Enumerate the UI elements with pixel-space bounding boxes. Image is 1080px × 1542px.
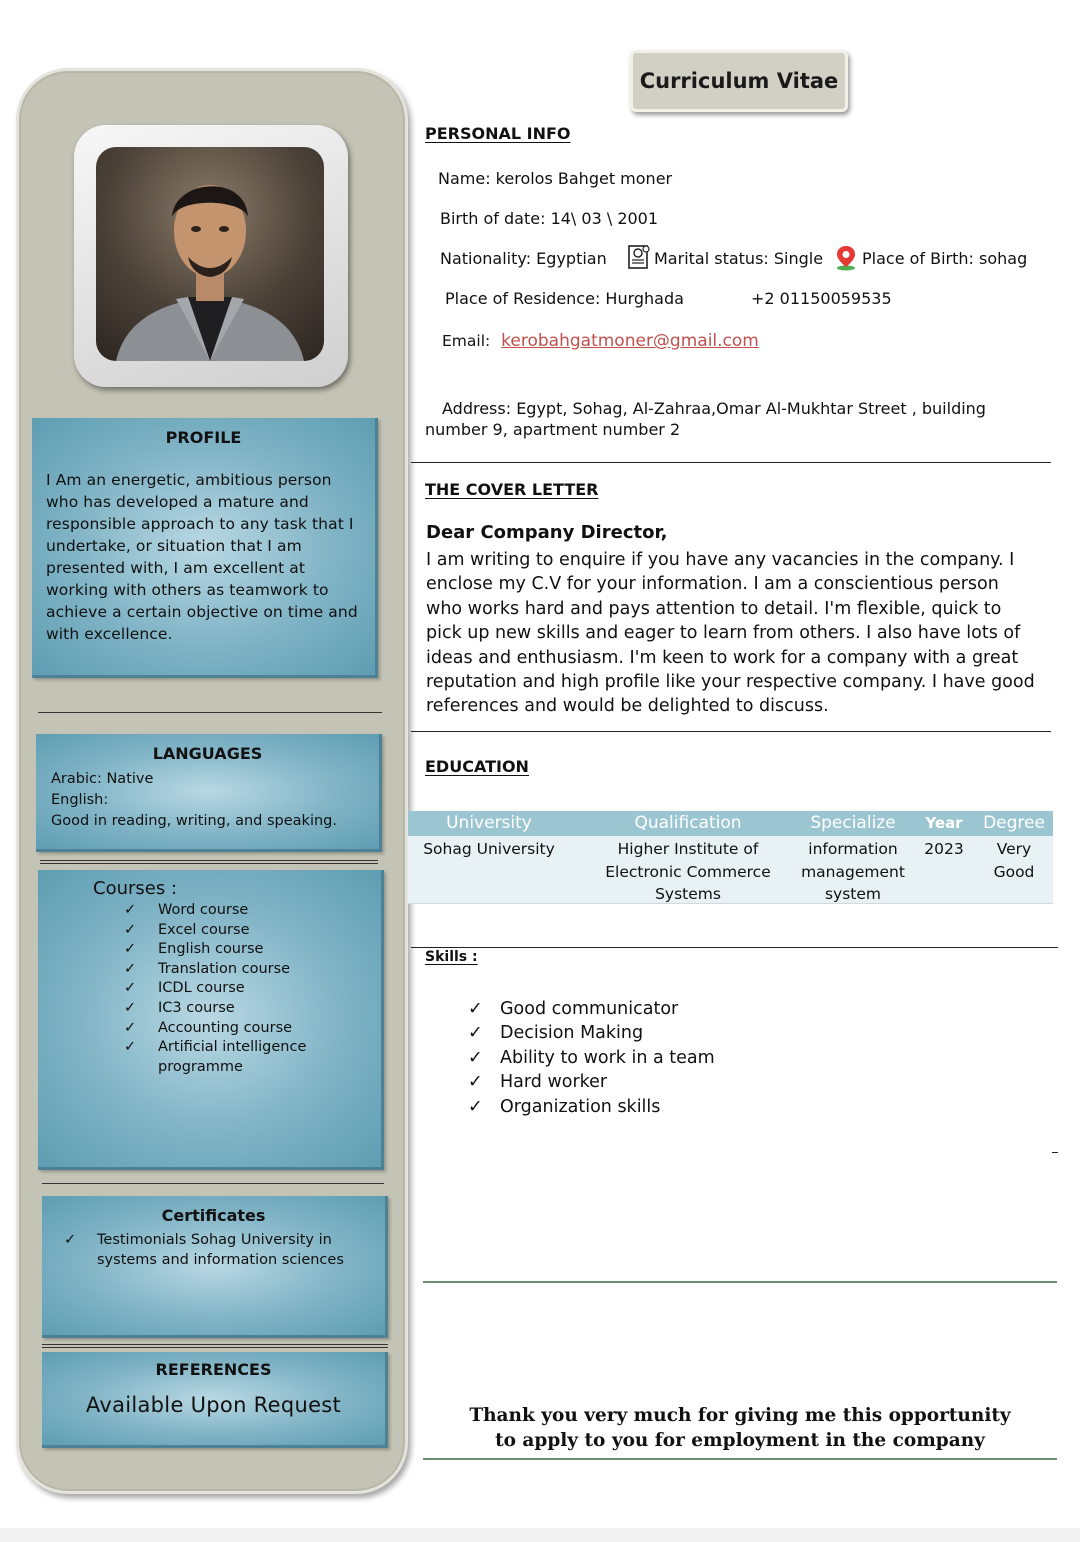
phone-field: +2 01150059535 [751,289,892,308]
email-link[interactable]: kerobahgatmoner@gmail.com [501,331,759,351]
table-cell-specialize: information management system [801,840,905,903]
check-mark-icon: ✓ [468,1047,483,1068]
language-english: English: [51,792,109,808]
references-title: REFERENCES [155,1360,272,1379]
profile-title: PROFILE [165,428,242,447]
list-item [468,1095,715,1119]
marital-status-label: Marital status: Single [654,249,824,268]
check-mark-icon: ✓ [124,921,137,938]
courses-list [124,901,367,1077]
skill-label: Ability to work in a team [500,1047,715,1068]
profile-panel [32,418,378,678]
education-table [408,811,1053,904]
residence-field: Place of Residence: Hurghada [445,289,684,308]
photo-frame [74,125,348,387]
list-item [58,1230,369,1270]
footer-divider-top [423,1281,1057,1283]
list-item [468,997,715,1021]
check-mark-icon: ✓ [124,999,137,1016]
list-item [468,1070,715,1094]
certificate-label: Testimonials Sohag University in systems and information sciences [97,1232,344,1268]
email-field [442,331,759,351]
decorative-dash [1052,1152,1058,1153]
section-divider [411,731,1051,732]
languages-panel [36,734,382,852]
address-field [425,398,1025,440]
column-header-degree: Degree [983,813,1045,833]
course-label: IC3 course [158,999,235,1016]
languages-title: LANGUAGES [152,744,263,763]
profile-text: I Am an energetic, ambitious person who has developed a mature and responsible approach to any task that I undertake, or situation that I am presented with, I am excellent at working with others as teamwork to achieve a certain objective on time and with excellence. [46,471,358,643]
page-title: Curriculum Vitae [630,50,848,112]
references-panel [42,1352,388,1448]
check-mark-icon: ✓ [468,1023,483,1044]
place-of-birth-label: Place of Birth: sohag [862,249,1028,268]
course-label: Translation course [158,960,291,977]
page-bottom-strip [0,1528,1080,1542]
thank-you-note [424,1404,1056,1453]
column-header-specialize: Specialize [810,813,896,833]
check-mark-icon: ✓ [124,941,137,958]
references-text: Available Upon Request [85,1393,342,1417]
divider [40,860,378,864]
place-of-birth-field [834,245,1027,271]
check-mark-icon: ✓ [64,1232,77,1248]
courses-title: Courses : [93,878,178,899]
profile-photo [96,147,324,361]
skill-label: Decision Making [500,1023,644,1044]
footer-divider-bottom [423,1458,1057,1460]
list-item [468,1046,715,1070]
list-item [468,1021,715,1045]
address-text: Address: Egypt, Sohag, Al-Zahraa,Omar Al-Mukhtar Street , building number 9, apartment number 2 [425,399,986,439]
thanks-line-2: to apply to you for employment in the company [495,1429,985,1451]
marital-status-field [628,245,823,269]
personal-info-heading: PERSONAL INFO [425,124,571,143]
list-item [124,979,367,999]
list-item [124,960,367,980]
list-item [124,901,367,921]
divider [42,1183,384,1184]
table-cell-degree: Very Good [993,840,1035,881]
course-label: ICDL course [158,980,245,997]
skill-label: Good communicator [500,999,679,1019]
list-item [124,940,367,960]
thanks-line-1: Thank you very much for giving me this opportunity [469,1405,1011,1426]
check-mark-icon: ✓ [468,1072,483,1093]
course-label: Artificial intelligence programme [158,1039,307,1075]
course-label: Accounting course [158,1019,293,1036]
certificates-panel [42,1196,388,1338]
list-item [124,921,367,941]
check-mark-icon: ✓ [468,999,483,1019]
check-mark-icon: ✓ [124,1039,137,1056]
cover-letter-heading: THE COVER LETTER [425,480,599,499]
section-divider [411,947,1058,948]
cover-letter-greeting: Dear Company Director, [426,522,668,543]
cover-letter-body: I am writing to enquire if you have any vacancies in the company. I enclose my C.V for your information. I am a conscientious person who works hard and pays attention to detail. I'm flexible, quick to pick up new skills and eager to learn from others. I also have lots of ideas and enthusiasm. I'm keen to work for a company with a great reputation and high profile like your respective company. I have good references and would be delighted to discuss. [426,550,1035,717]
table-cell-university: Sohag University [423,840,555,858]
course-label: English course [158,941,264,958]
divider [42,1344,388,1348]
list-item [124,1019,367,1039]
table-cell-year: 2023 [924,840,964,858]
skill-label: Organization skills [500,1096,661,1117]
column-header-qualification: Qualification [634,813,742,833]
education-heading: EDUCATION [425,757,529,776]
check-mark-icon: ✓ [124,960,137,977]
column-header-university: University [446,813,532,833]
skills-heading: Skills : [425,949,478,965]
courses-panel [38,870,384,1170]
check-mark-icon: ✓ [124,902,137,918]
list-item [124,1038,367,1077]
course-label: Word course [158,902,249,918]
name-field: Name: kerolos Bahget moner [438,169,673,188]
location-pin-icon [834,245,858,271]
course-label: Excel course [158,921,250,938]
section-divider [411,462,1051,463]
check-mark-icon: ✓ [124,980,137,997]
skills-list [468,997,715,1119]
table-cell-qualification: Higher Institute of Electronic Commerce Systems [605,840,771,903]
divider [38,712,382,713]
check-mark-icon: ✓ [124,1019,137,1036]
check-mark-icon: ✓ [468,1096,483,1117]
skill-label: Hard worker [500,1072,608,1093]
email-label: Email: [442,332,491,350]
certificate-icon [628,245,650,269]
certificates-title: Certificates [161,1206,266,1225]
nationality-field: Nationality: Egyptian [440,249,607,268]
list-item [124,999,367,1019]
language-arabic: Arabic: Native [51,771,154,787]
column-header-year: Year [925,814,963,832]
birth-date-field: Birth of date: 14\ 03 \ 2001 [440,209,659,228]
language-english-level: Good in reading, writing, and speaking. [51,813,337,829]
